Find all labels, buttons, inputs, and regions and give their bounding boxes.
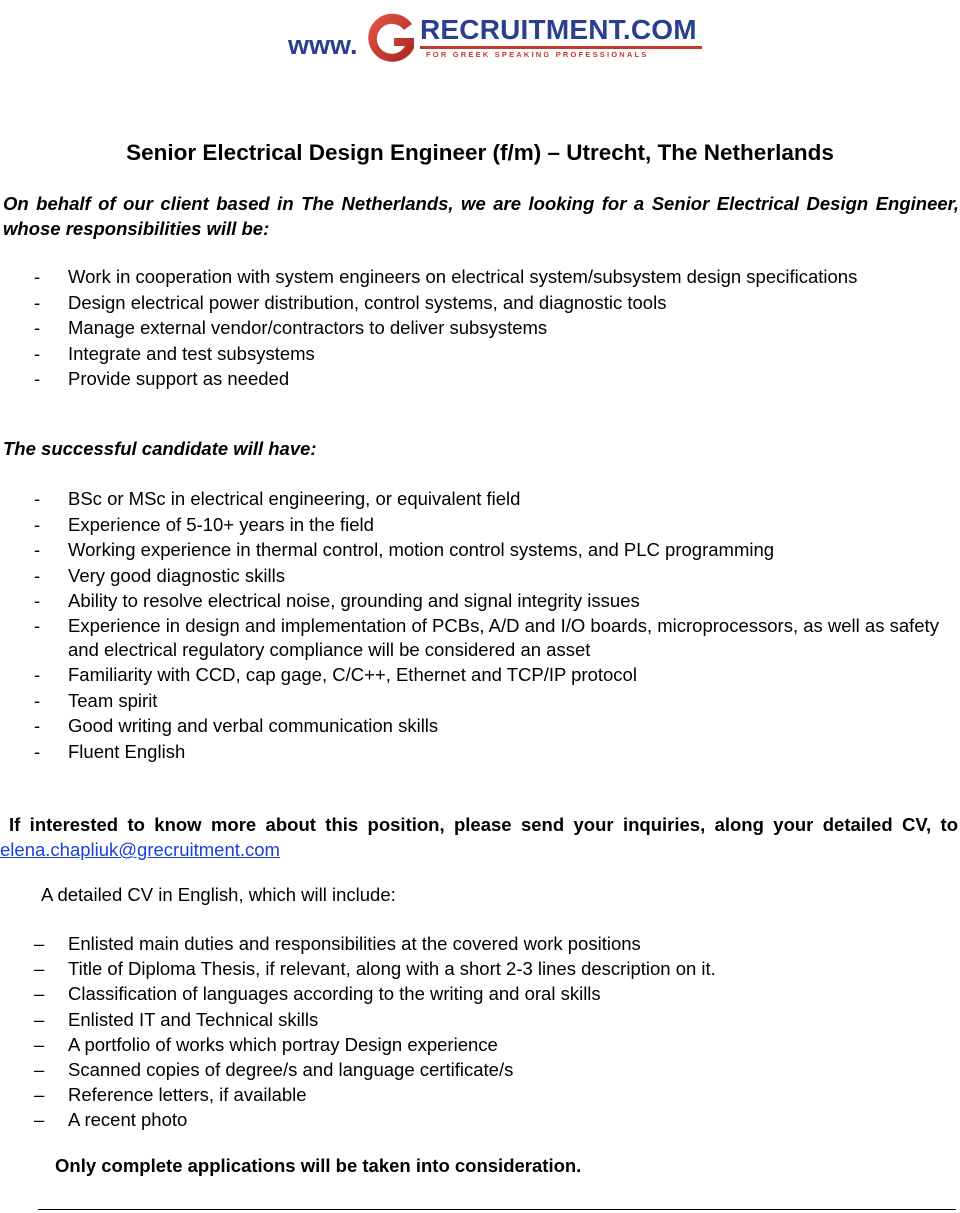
contact-paragraph: If interested to know more about this position, please send your inquiries, along your detailed CV, to elena.chapliuk@grecruitment.com (0, 814, 958, 860)
list-item: - Work in cooperation with system engineers on electrical system/subsystem design specifications (34, 266, 858, 287)
job-title: Senior Electrical Design Engineer (f/m) – Utrecht, The Netherlands (126, 140, 834, 165)
list-item: – Enlisted main duties and responsibilities at the covered work positions (34, 933, 641, 954)
list-item: – Scanned copies of degree/s and language certificate/s (34, 1059, 514, 1081)
list-item: – Title of Diploma Thesis, if relevant, along with a short 2-3 lines description on it. (34, 958, 716, 980)
cv-intro: A detailed CV in English, which will include: (41, 884, 396, 905)
final-note: Only complete applications will be taken into consideration. (55, 1155, 582, 1176)
logo-g-icon (362, 10, 420, 66)
logo-underline (420, 46, 702, 49)
footer-divider (38, 1209, 956, 1210)
logo-brand-text: RECRUITMENT.COM (420, 14, 697, 45)
list-item: - Experience in design and implementation of PCBs, A/D and I/O boards, microprocessors, as well as safety and electrical regulatory compliance will be considered an asset (34, 614, 939, 660)
logo-tagline: FOR GREEK SPEAKING PROFESSIONALS (426, 50, 649, 59)
list-item: - Experience of 5-10+ years in the field (34, 513, 374, 535)
list-item: - Working experience in thermal control, motion control systems, and PLC programming (34, 539, 775, 561)
list-item: - Familiarity with CCD, cap gage, C/C++, Ethernet and TCP/IP protocol (34, 663, 637, 685)
list-item: – Reference letters, if available (34, 1084, 307, 1106)
list-item: - Integrate and test subsystems (34, 342, 315, 364)
logo-www-text: www. (288, 30, 358, 60)
list-item: - Manage external vendor/contractors to deliver subsystems (34, 317, 548, 339)
list-item: - Fluent English (34, 740, 186, 762)
list-item: – Classification of languages according to the writing and oral skills (34, 983, 601, 1005)
company-logo (284, 10, 714, 66)
list-item: - Very good diagnostic skills (34, 564, 285, 586)
list-item: - Ability to resolve electrical noise, grounding and signal integrity issues (34, 590, 640, 612)
requirements-heading: The successful candidate will have: (3, 438, 317, 459)
list-item: – Enlisted IT and Technical skills (34, 1008, 319, 1030)
list-item: – A recent photo (34, 1109, 188, 1131)
requirements-list (0, 486, 958, 764)
list-item: - Good writing and verbal communication skills (34, 715, 439, 737)
list-item: - BSc or MSc in electrical engineering, or equivalent field (34, 488, 521, 509)
email-link[interactable]: elena.chapliuk@grecruitment.com (0, 839, 280, 860)
cv-requirements-list (0, 931, 716, 1133)
list-item: – A portfolio of works which portray Design experience (34, 1033, 498, 1055)
list-item: - Team spirit (34, 689, 158, 711)
intro-paragraph: On behalf of our client based in The Netherlands, we are looking for a Senior Electrical Design Engineer, whose responsibilities will be: (3, 193, 959, 239)
list-item: - Provide support as needed (34, 368, 290, 390)
responsibilities-list (0, 264, 857, 392)
list-item: - Design electrical power distribution, control systems, and diagnostic tools (34, 291, 667, 313)
